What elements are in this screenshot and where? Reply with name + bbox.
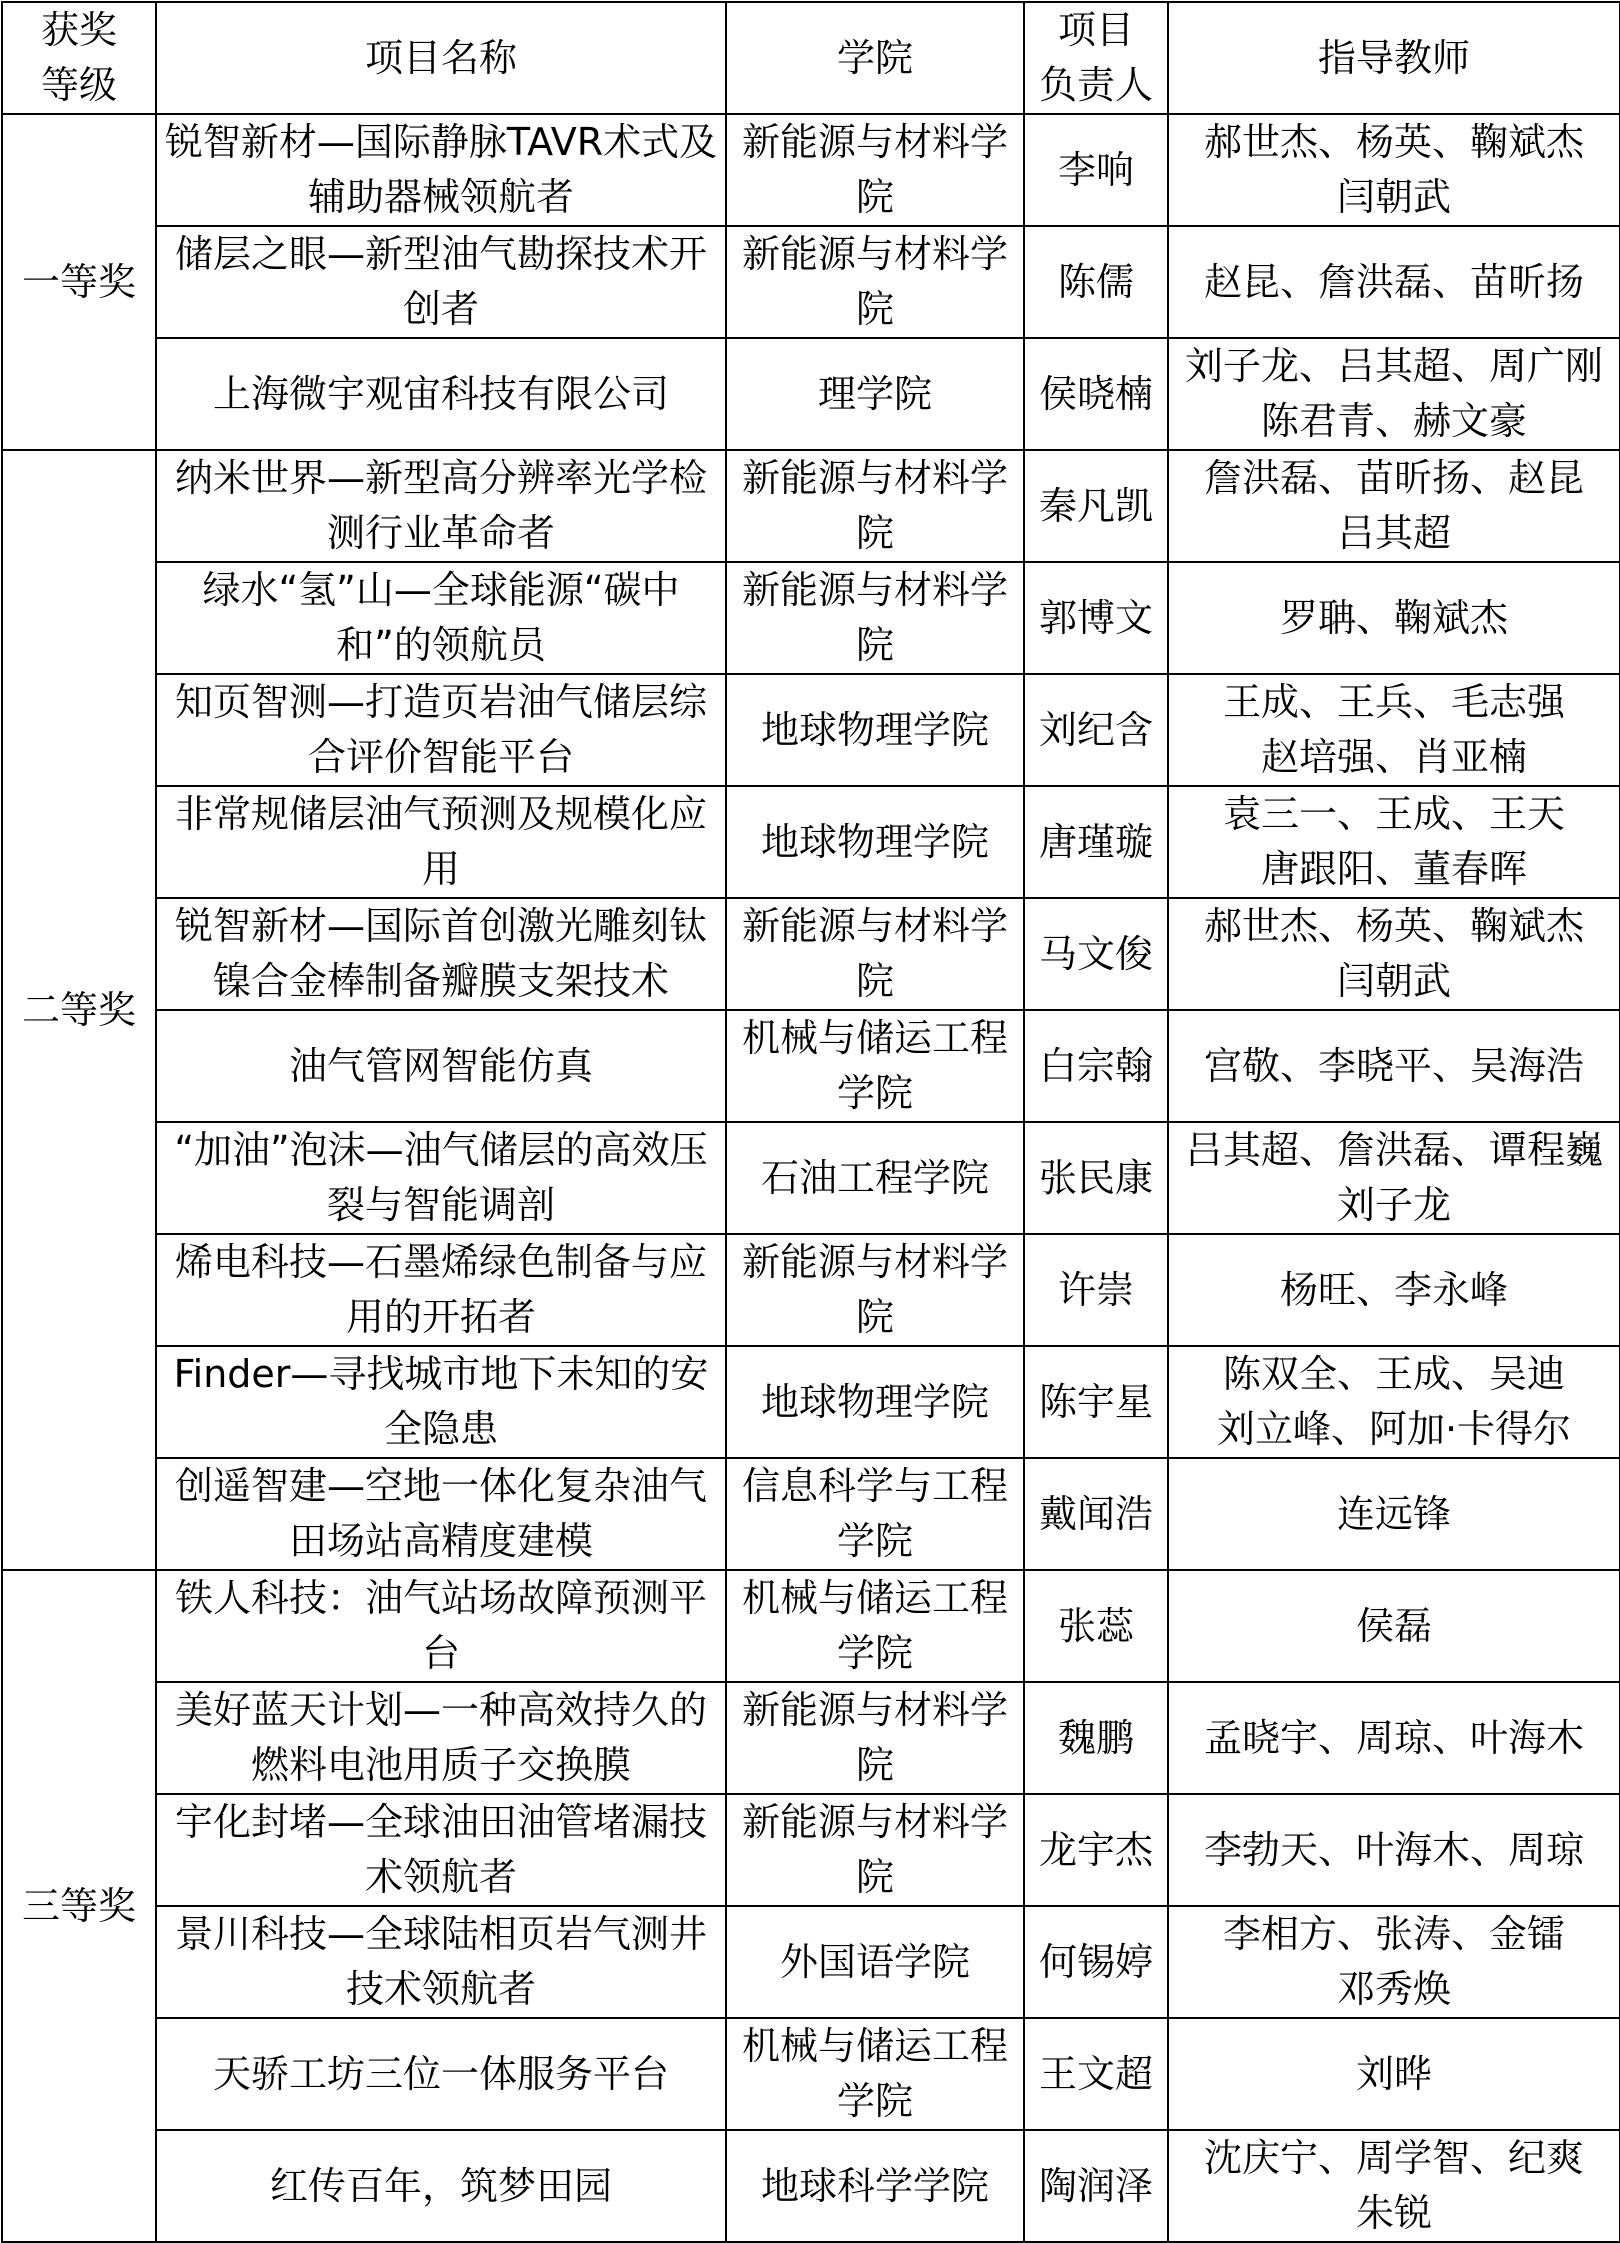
- college-cell: 新能源与材料学院: [726, 226, 1024, 338]
- college-cell: 机械与储运工程学院: [726, 1570, 1024, 1682]
- header-advisors: 指导教师: [1168, 2, 1620, 114]
- leader-cell: 王文超: [1024, 2018, 1168, 2130]
- college-cell: 理学院: [726, 338, 1024, 450]
- award-level-cell: 二等奖: [2, 450, 156, 1570]
- project-name-cell: 锐智新材—国际首创激光雕刻钛镍合金棒制备瓣膜支架技术: [156, 898, 726, 1010]
- award-level-cell: 三等奖: [2, 1570, 156, 2242]
- advisors-cell: 李勃天、叶海木、周琼: [1168, 1794, 1620, 1906]
- leader-cell: 白宗翰: [1024, 1010, 1168, 1122]
- project-name-cell: 美好蓝天计划—一种高效持久的燃料电池用质子交换膜: [156, 1682, 726, 1794]
- college-cell: 地球物理学院: [726, 1346, 1024, 1458]
- leader-cell: 秦凡凯: [1024, 450, 1168, 562]
- leader-cell: 陶润泽: [1024, 2130, 1168, 2242]
- leader-cell: 陈宇星: [1024, 1346, 1168, 1458]
- advisors-cell: 吕其超、詹洪磊、谭程巍 刘子龙: [1168, 1122, 1620, 1234]
- advisors-cell: 郝世杰、杨英、鞠斌杰 闫朝武: [1168, 114, 1620, 226]
- project-name-cell: 红传百年，筑梦田园: [156, 2130, 726, 2242]
- leader-cell: 张蕊: [1024, 1570, 1168, 1682]
- table-row: [2, 1794, 1620, 1906]
- project-name-cell: 创遥智建—空地一体化复杂油气田场站高精度建模: [156, 1458, 726, 1570]
- college-cell: 地球科学学院: [726, 2130, 1024, 2242]
- table-row: [2, 114, 1620, 226]
- advisors-cell: 侯磊: [1168, 1570, 1620, 1682]
- leader-cell: 龙宇杰: [1024, 1794, 1168, 1906]
- project-name-cell: “加油”泡沫—油气储层的高效压裂与智能调剖: [156, 1122, 726, 1234]
- table-row: [2, 1906, 1620, 2018]
- college-cell: 机械与储运工程学院: [726, 2018, 1024, 2130]
- leader-cell: 李响: [1024, 114, 1168, 226]
- table-row: [2, 1234, 1620, 1346]
- leader-cell: 郭博文: [1024, 562, 1168, 674]
- college-cell: 新能源与材料学院: [726, 1682, 1024, 1794]
- advisors-cell: 孟晓宇、周琼、叶海木: [1168, 1682, 1620, 1794]
- table-row: [2, 786, 1620, 898]
- advisors-cell: 袁三一、王成、王天 唐跟阳、董春晖: [1168, 786, 1620, 898]
- advisors-cell: 杨旺、李永峰: [1168, 1234, 1620, 1346]
- project-name-cell: 知页智测—打造页岩油气储层综合评价智能平台: [156, 674, 726, 786]
- project-name-cell: 铁人科技：油气站场故障预测平台: [156, 1570, 726, 1682]
- college-cell: 机械与储运工程学院: [726, 1010, 1024, 1122]
- advisors-cell: 李相方、张涛、金镭 邓秀焕: [1168, 1906, 1620, 2018]
- header-project: 项目名称: [156, 2, 726, 114]
- project-name-cell: Finder—寻找城市地下未知的安全隐患: [156, 1346, 726, 1458]
- table-row: [2, 2130, 1620, 2242]
- project-name-cell: 油气管网智能仿真: [156, 1010, 726, 1122]
- table-row: [2, 1346, 1620, 1458]
- project-name-cell: 储层之眼—新型油气勘探技术开创者: [156, 226, 726, 338]
- leader-cell: 许崇: [1024, 1234, 1168, 1346]
- advisors-cell: 詹洪磊、苗昕扬、赵昆 吕其超: [1168, 450, 1620, 562]
- leader-cell: 张民康: [1024, 1122, 1168, 1234]
- advisors-cell: 刘晔: [1168, 2018, 1620, 2130]
- college-cell: 新能源与材料学院: [726, 898, 1024, 1010]
- advisors-cell: 宫敬、李晓平、吴海浩: [1168, 1010, 1620, 1122]
- leader-cell: 侯晓楠: [1024, 338, 1168, 450]
- header-level: 获奖 等级: [2, 2, 156, 114]
- advisors-cell: 王成、王兵、毛志强 赵培强、肖亚楠: [1168, 674, 1620, 786]
- header-leader: 项目 负责人: [1024, 2, 1168, 114]
- advisors-cell: 陈双全、王成、吴迪 刘立峰、阿加·卡得尔: [1168, 1346, 1620, 1458]
- table-row: [2, 226, 1620, 338]
- table-row: [2, 450, 1620, 562]
- project-name-cell: 天骄工坊三位一体服务平台: [156, 2018, 726, 2130]
- college-cell: 新能源与材料学院: [726, 1794, 1024, 1906]
- advisors-cell: 连远锋: [1168, 1458, 1620, 1570]
- leader-cell: 马文俊: [1024, 898, 1168, 1010]
- advisors-cell: 刘子龙、吕其超、周广刚 陈君青、赫文豪: [1168, 338, 1620, 450]
- header-row: [2, 2, 1620, 114]
- college-cell: 新能源与材料学院: [726, 450, 1024, 562]
- leader-cell: 刘纪含: [1024, 674, 1168, 786]
- leader-cell: 唐瑾璇: [1024, 786, 1168, 898]
- header-college: 学院: [726, 2, 1024, 114]
- leader-cell: 陈儒: [1024, 226, 1168, 338]
- project-name-cell: 景川科技—全球陆相页岩气测井技术领航者: [156, 1906, 726, 2018]
- leader-cell: 魏鹏: [1024, 1682, 1168, 1794]
- table-row: [2, 898, 1620, 1010]
- advisors-cell: 郝世杰、杨英、鞠斌杰 闫朝武: [1168, 898, 1620, 1010]
- college-cell: 地球物理学院: [726, 786, 1024, 898]
- college-cell: 地球物理学院: [726, 674, 1024, 786]
- college-cell: 信息科学与工程学院: [726, 1458, 1024, 1570]
- table-row: [2, 1570, 1620, 1682]
- advisors-cell: 赵昆、詹洪磊、苗昕扬: [1168, 226, 1620, 338]
- table-row: [2, 1682, 1620, 1794]
- project-name-cell: 锐智新材—国际静脉TAVR术式及辅助器械领航者: [156, 114, 726, 226]
- table-body: [2, 114, 1620, 2242]
- leader-cell: 戴闻浩: [1024, 1458, 1168, 1570]
- college-cell: 石油工程学院: [726, 1122, 1024, 1234]
- project-name-cell: 上海微宇观宙科技有限公司: [156, 338, 726, 450]
- table-row: [2, 1010, 1620, 1122]
- college-cell: 新能源与材料学院: [726, 562, 1024, 674]
- advisors-cell: 沈庆宁、周学智、纪爽 朱锐: [1168, 2130, 1620, 2242]
- awards-table: [1, 1, 1620, 2243]
- project-name-cell: 非常规储层油气预测及规模化应用: [156, 786, 726, 898]
- project-name-cell: 纳米世界—新型高分辨率光学检测行业革命者: [156, 450, 726, 562]
- college-cell: 外国语学院: [726, 1906, 1024, 2018]
- table-row: [2, 2018, 1620, 2130]
- table-row: [2, 338, 1620, 450]
- project-name-cell: 烯电科技—石墨烯绿色制备与应用的开拓者: [156, 1234, 726, 1346]
- advisors-cell: 罗聃、鞠斌杰: [1168, 562, 1620, 674]
- college-cell: 新能源与材料学院: [726, 1234, 1024, 1346]
- table-row: [2, 1458, 1620, 1570]
- table-row: [2, 1122, 1620, 1234]
- table-row: [2, 674, 1620, 786]
- college-cell: 新能源与材料学院: [726, 114, 1024, 226]
- project-name-cell: 宇化封堵—全球油田油管堵漏技术领航者: [156, 1794, 726, 1906]
- table-row: [2, 562, 1620, 674]
- leader-cell: 何锡婷: [1024, 1906, 1168, 2018]
- award-level-cell: 一等奖: [2, 114, 156, 450]
- project-name-cell: 绿水“氢”山—全球能源“碳中和”的领航员: [156, 562, 726, 674]
